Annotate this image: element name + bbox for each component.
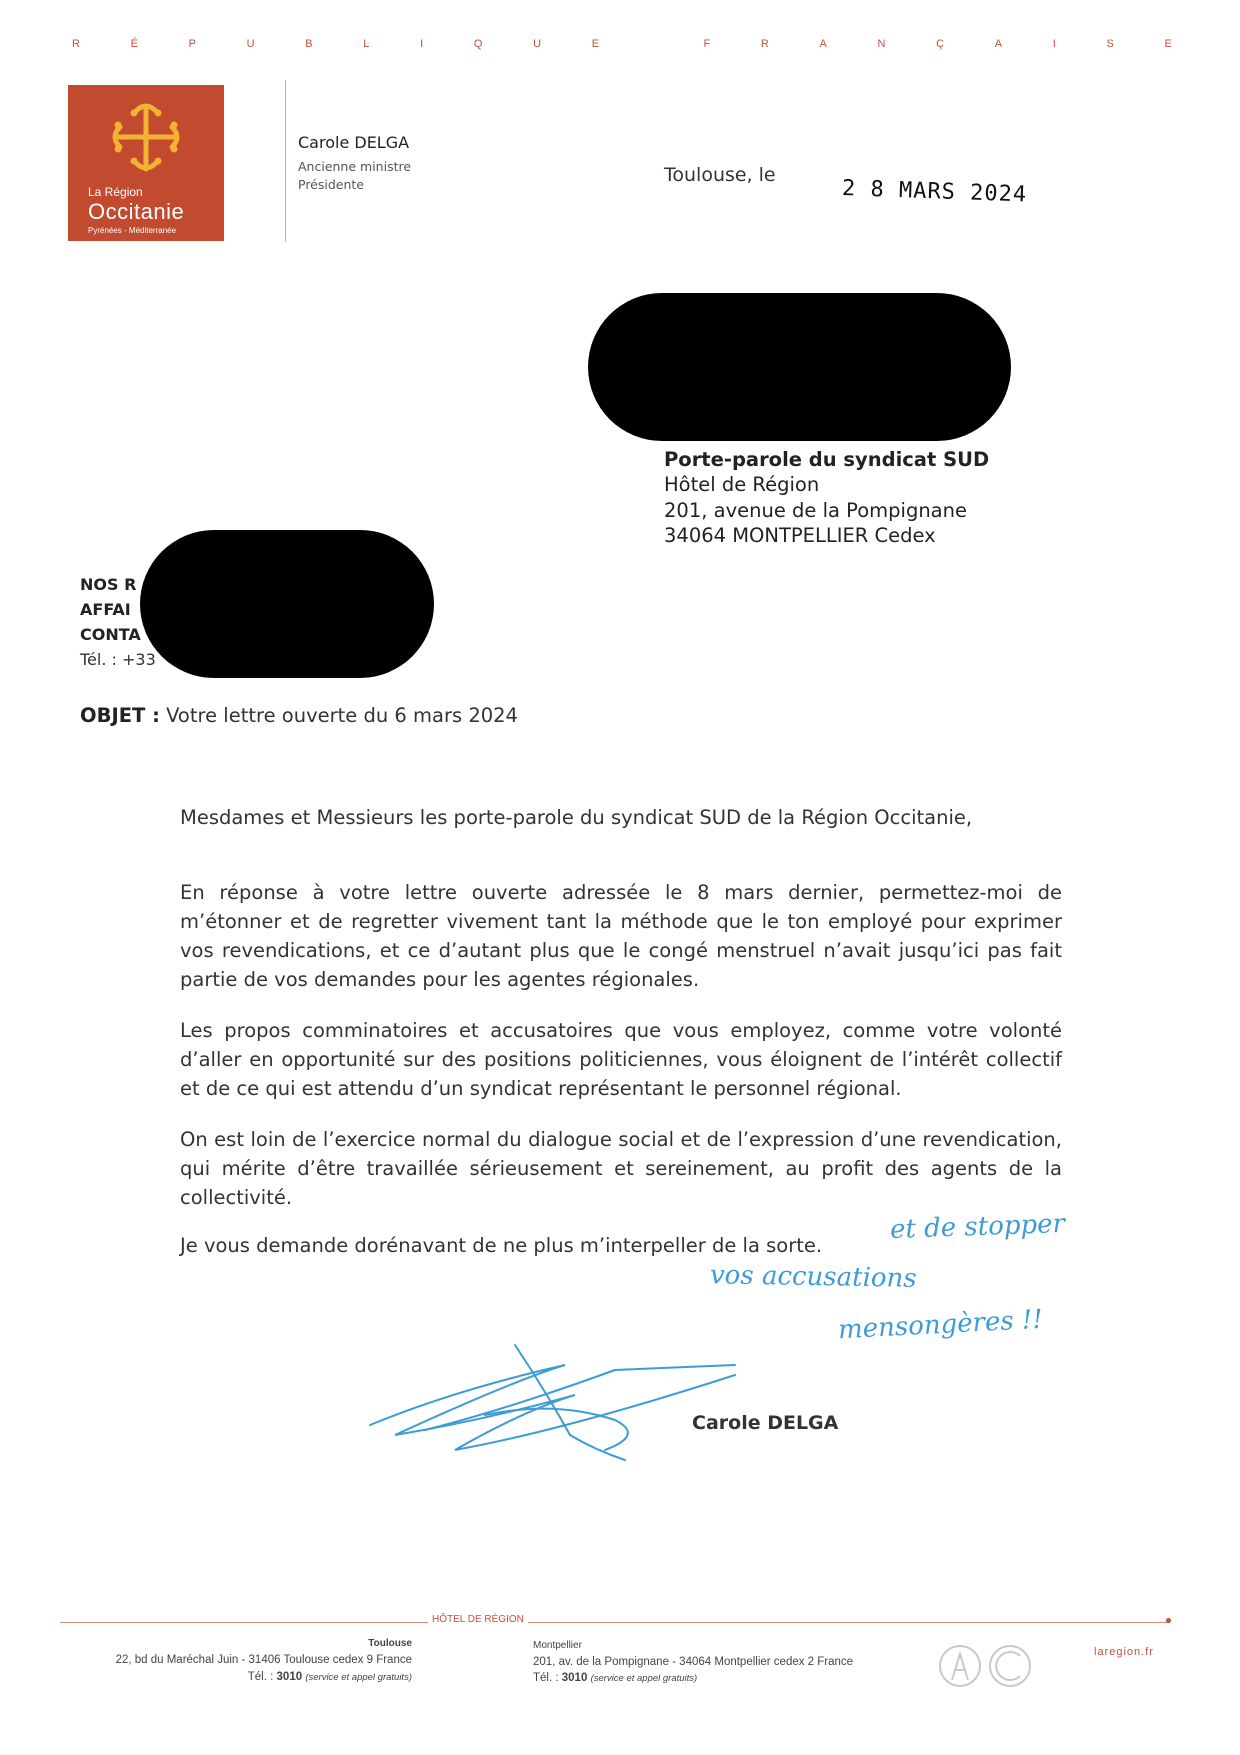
recipient-address-line-2: 201, avenue de la Pompignane [664,499,967,522]
republique-letter: F [703,38,711,50]
republique-letter: U [533,38,542,50]
footer-website: laregion.fr [1094,1646,1154,1658]
footer-montpellier-tel-note: (service et appel gratuits) [590,1673,698,1684]
reference-line-3: CONTA [80,625,141,644]
republique-letter: A [994,38,1003,50]
logo-pyrenees-mediterranee: Pyrénées - Méditerranée [88,226,177,235]
subject-line [80,704,518,727]
logo-la-region: La Région [88,185,143,199]
subject-text: Votre lettre ouverte du 6 mars 2024 [166,704,518,727]
reference-line-2: AFFAI [80,600,131,619]
republique-letter: É [130,38,138,50]
handwritten-signature [365,1340,755,1470]
footer-montpellier-tel-number: 3010 [561,1672,588,1684]
republique-letter: N [877,38,886,50]
sender-name: Carole DELGA [298,133,410,152]
handwritten-note-line-3: mensongères !! [837,1304,1044,1346]
republique-letter: Ç [936,38,945,50]
recipient-address-line-3: 34064 MONTPELLIER Cedex [664,524,936,547]
logo-occitanie: Occitanie [88,199,185,224]
footer-toulouse-address: 22, bd du Maréchal Juin - 31406 Toulouse cedex 9 France [115,1654,412,1666]
republique-letter: U [246,38,255,50]
handwritten-note-line-1: et de stopper [889,1208,1066,1246]
footer-toulouse-city: Toulouse [368,1638,412,1649]
body-paragraph-4: Je vous demande dorénavant de ne plus m’interpeller de la sorte. [180,1234,823,1257]
footer-montpellier-tel-label: Tél. : [533,1672,559,1684]
body-paragraph-3: On est loin de l’exercice normal du dialogue social et de l’expression d’une revendication, qui mérite d’être travaillée sérieusement et sereinement, au profit des agents de la collectivité. [180,1128,1062,1209]
recipient-title: Porte-parole du syndicat SUD [664,448,990,471]
redaction-block-references [140,530,434,678]
republique-letter: I [420,38,424,50]
republique-letter: P [188,38,196,50]
subject-label: OBJET : [80,704,160,727]
footer-toulouse-phone [248,1671,412,1683]
republique-francaise-header [72,38,1172,50]
redaction-block-recipient [588,293,1011,441]
republique-letter: I [1052,38,1056,50]
footer-montpellier-city: Montpellier [533,1640,582,1651]
footer-montpellier-phone [533,1672,697,1684]
date-stamp: 2 8 MARS 2024 [841,176,1028,208]
sender-title-1: Ancienne ministre [298,159,412,174]
sender-title-2: Présidente [298,177,364,192]
republique-letter: E [591,38,600,50]
recipient-address-line-1: Hôtel de Région [664,473,820,496]
republique-letter: B [305,38,313,50]
republique-letter: L [363,38,370,50]
dateline-place: Toulouse, le [664,164,776,186]
reference-phone: Tél. : +33 [80,650,156,669]
footer-label: HÔTEL DE RÉGION [428,1614,528,1625]
footer-toulouse-tel-label: Tél. : [247,1671,274,1683]
republique-letter: E [1164,38,1172,50]
reference-line-1: NOS R [80,575,137,594]
republique-letter [650,38,653,50]
signature-name: Carole DELGA [692,1412,839,1434]
occitan-cross-icon [96,97,196,177]
republique-letter: S [1106,38,1114,50]
header-divider [285,80,286,242]
republique-letter: R [72,38,80,50]
footer-toulouse-tel-number: 3010 [276,1671,303,1683]
handwritten-note-line-2: vos accusations [709,1260,917,1294]
republique-letter: R [760,38,769,50]
footer-toulouse-tel-note: (service et appel gratuits) [305,1672,412,1683]
footer-dot [1166,1618,1171,1623]
region-occitanie-logo [68,85,224,241]
footer-divider [60,1622,1170,1623]
salutation: Mesdames et Messieurs les porte-parole du syndicat SUD de la Région Occitanie, [180,806,973,829]
accessibility-label-icons [938,1640,1048,1695]
body-paragraph-2: Les propos comminatoires et accusatoires que vous employez, comme votre volonté d’aller en opportunité sur des positions politiciennes, vous éloignent de l’intérêt collectif et de ce qui est attendu d’un syndicat représentant le personnel régional. [180,1019,1062,1100]
republique-letter: A [819,38,827,50]
body-paragraph-1: En réponse à votre lettre ouverte adressée le 8 mars dernier, permettez-moi de m’étonner et de regretter vivement tant la méthode que le ton employé pour exprimer vos revendications, et ce d’autant plus que le congé menstruel n’avait jusqu’ici pas fait partie de vos demandes pour les agentes régionales. [180,881,1062,991]
footer-montpellier-address: 201, av. de la Pompignane - 34064 Montpellier cedex 2 France [533,1656,854,1668]
republique-letter: Q [473,38,483,50]
